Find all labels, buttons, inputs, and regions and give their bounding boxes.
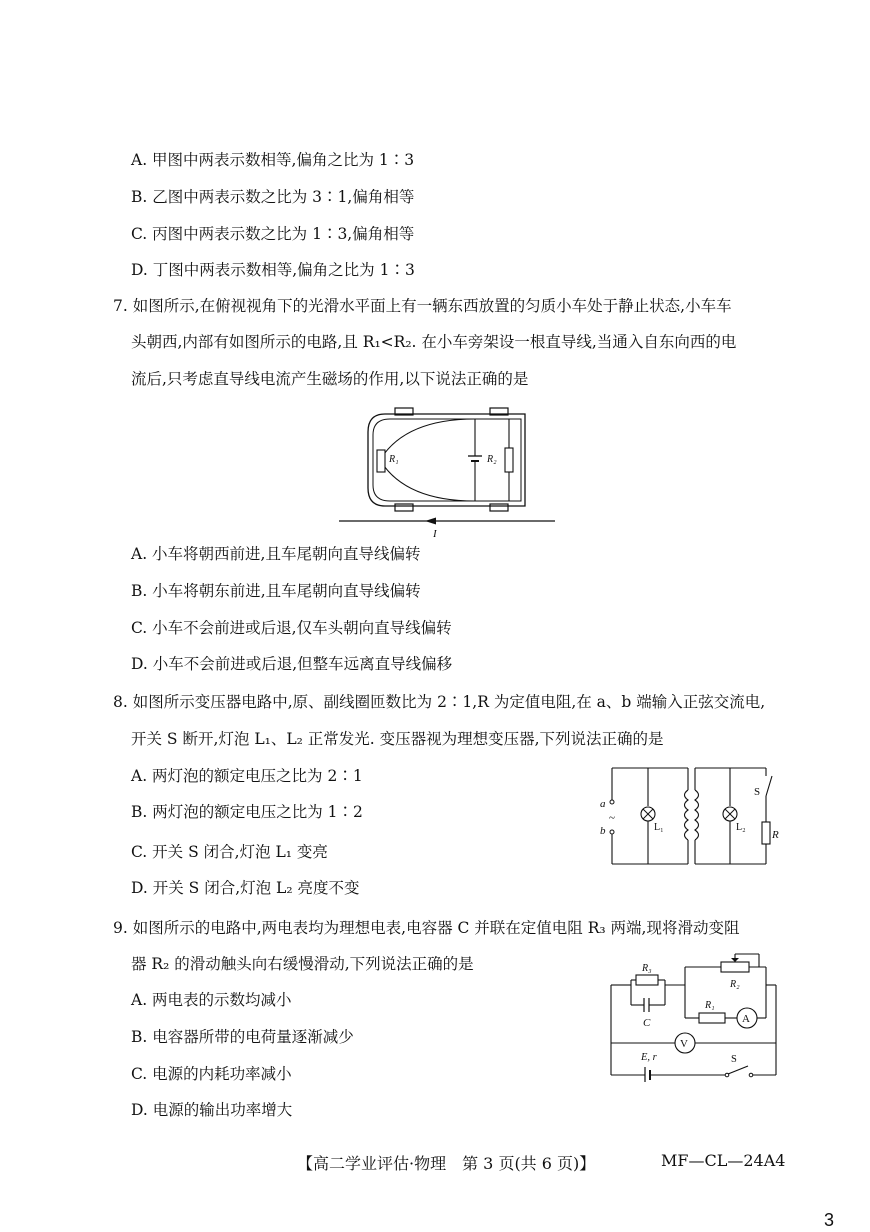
q9-label-c: C [643,1017,651,1029]
q8-label-r: R [772,829,779,841]
q7-option-c: C. 小车不会前进或后退,仅车头朝向直导线偏转 [131,619,452,637]
q9-label-r2: R₂ [730,979,740,990]
q8-label-b: b [600,825,606,837]
q6-option-d: D. 丁图中两表示数相等,偏角之比为 1∶3 [131,261,415,279]
q7-stem-line-1: 7. 如图所示,在俯视视角下的光滑水平面上有一辆东西放置的匀质小车处于静止状态,小车车 [113,297,732,315]
q7-label-r2: R₂ [487,454,497,465]
q7-stem-line-2: 头朝西,内部有如图所示的电路,且 R₁<R₂. 在小车旁架设一根直导线,当通入自东向西的电 [131,333,737,351]
q9-stem-line-2: 器 R₂ 的滑动触头向右缓慢滑动,下列说法正确的是 [131,955,474,973]
q8-label-a: a [600,798,606,810]
q7-label-current: I [433,528,437,540]
page-number: 3 [823,1210,834,1230]
q9-label-s: S [731,1054,737,1065]
q6-option-c: C. 丙图中两表示数之比为 1∶3,偏角相等 [131,225,415,243]
q9-label-ammeter: A [742,1013,750,1025]
footer-title: 【高二学业评估·物理 第 3 页(共 6 页)】 [297,1154,596,1173]
q8-option-d: D. 开关 S 闭合,灯泡 L₂ 亮度不变 [131,879,360,897]
q9-label-voltmeter: V [680,1038,688,1050]
q9-stem-line-1: 9. 如图所示的电路中,两电表均为理想电表,电容器 C 并联在定值电阻 R₃ 两端,现将滑动变阻 [113,919,740,937]
q8-label-ac: ~ [609,812,615,824]
q8-stem-line-2: 开关 S 断开,灯泡 L₁、L₂ 正常发光. 变压器视为理想变压器,下列说法正确的是 [131,730,664,748]
q8-label-l1: L₁ [654,822,664,833]
q7-option-a: A. 小车将朝西前进,且车尾朝向直导线偏转 [131,545,421,563]
q8-transformer-figure [596,762,786,872]
q8-option-b: B. 两灯泡的额定电压之比为 1∶2 [131,803,363,821]
q8-label-s: S [754,786,761,798]
q8-label-l2: L₂ [736,822,746,833]
q8-option-a: A. 两灯泡的额定电压之比为 2∶1 [131,767,363,785]
q9-label-source: E, r [641,1052,657,1063]
footer-code: MF—CL—24A4 [661,1151,786,1170]
q7-label-r1: R₁ [389,454,399,465]
q7-stem-line-3: 流后,只考虑直导线电流产生磁场的作用,以下说法正确的是 [131,370,529,388]
q9-option-c: C. 电源的内耗功率减小 [131,1065,292,1083]
q9-option-d: D. 电源的输出功率增大 [131,1101,293,1119]
q7-option-d: D. 小车不会前进或后退,但整车远离直导线偏移 [131,655,453,673]
q9-label-r3: R₃ [642,963,652,974]
q9-circuit-figure [603,950,788,1082]
q8-stem-line-1: 8. 如图所示变压器电路中,原、副线圈匝数比为 2∶1,R 为定值电阻,在 a、b 端输入正弦交流电, [113,693,766,711]
q6-option-b: B. 乙图中两表示数之比为 3∶1,偏角相等 [131,188,415,206]
q7-cart-circuit-figure [335,400,560,540]
q9-label-r1: R₁ [705,1000,715,1011]
q7-option-b: B. 小车将朝东前进,且车尾朝向直导线偏转 [131,582,421,600]
q9-option-b: B. 电容器所带的电荷量逐渐减少 [131,1028,354,1046]
q6-option-a: A. 甲图中两表示数相等,偏角之比为 1∶3 [131,151,415,169]
q9-option-a: A. 两电表的示数均减小 [131,991,292,1009]
q8-option-c: C. 开关 S 闭合,灯泡 L₁ 变亮 [131,843,328,861]
